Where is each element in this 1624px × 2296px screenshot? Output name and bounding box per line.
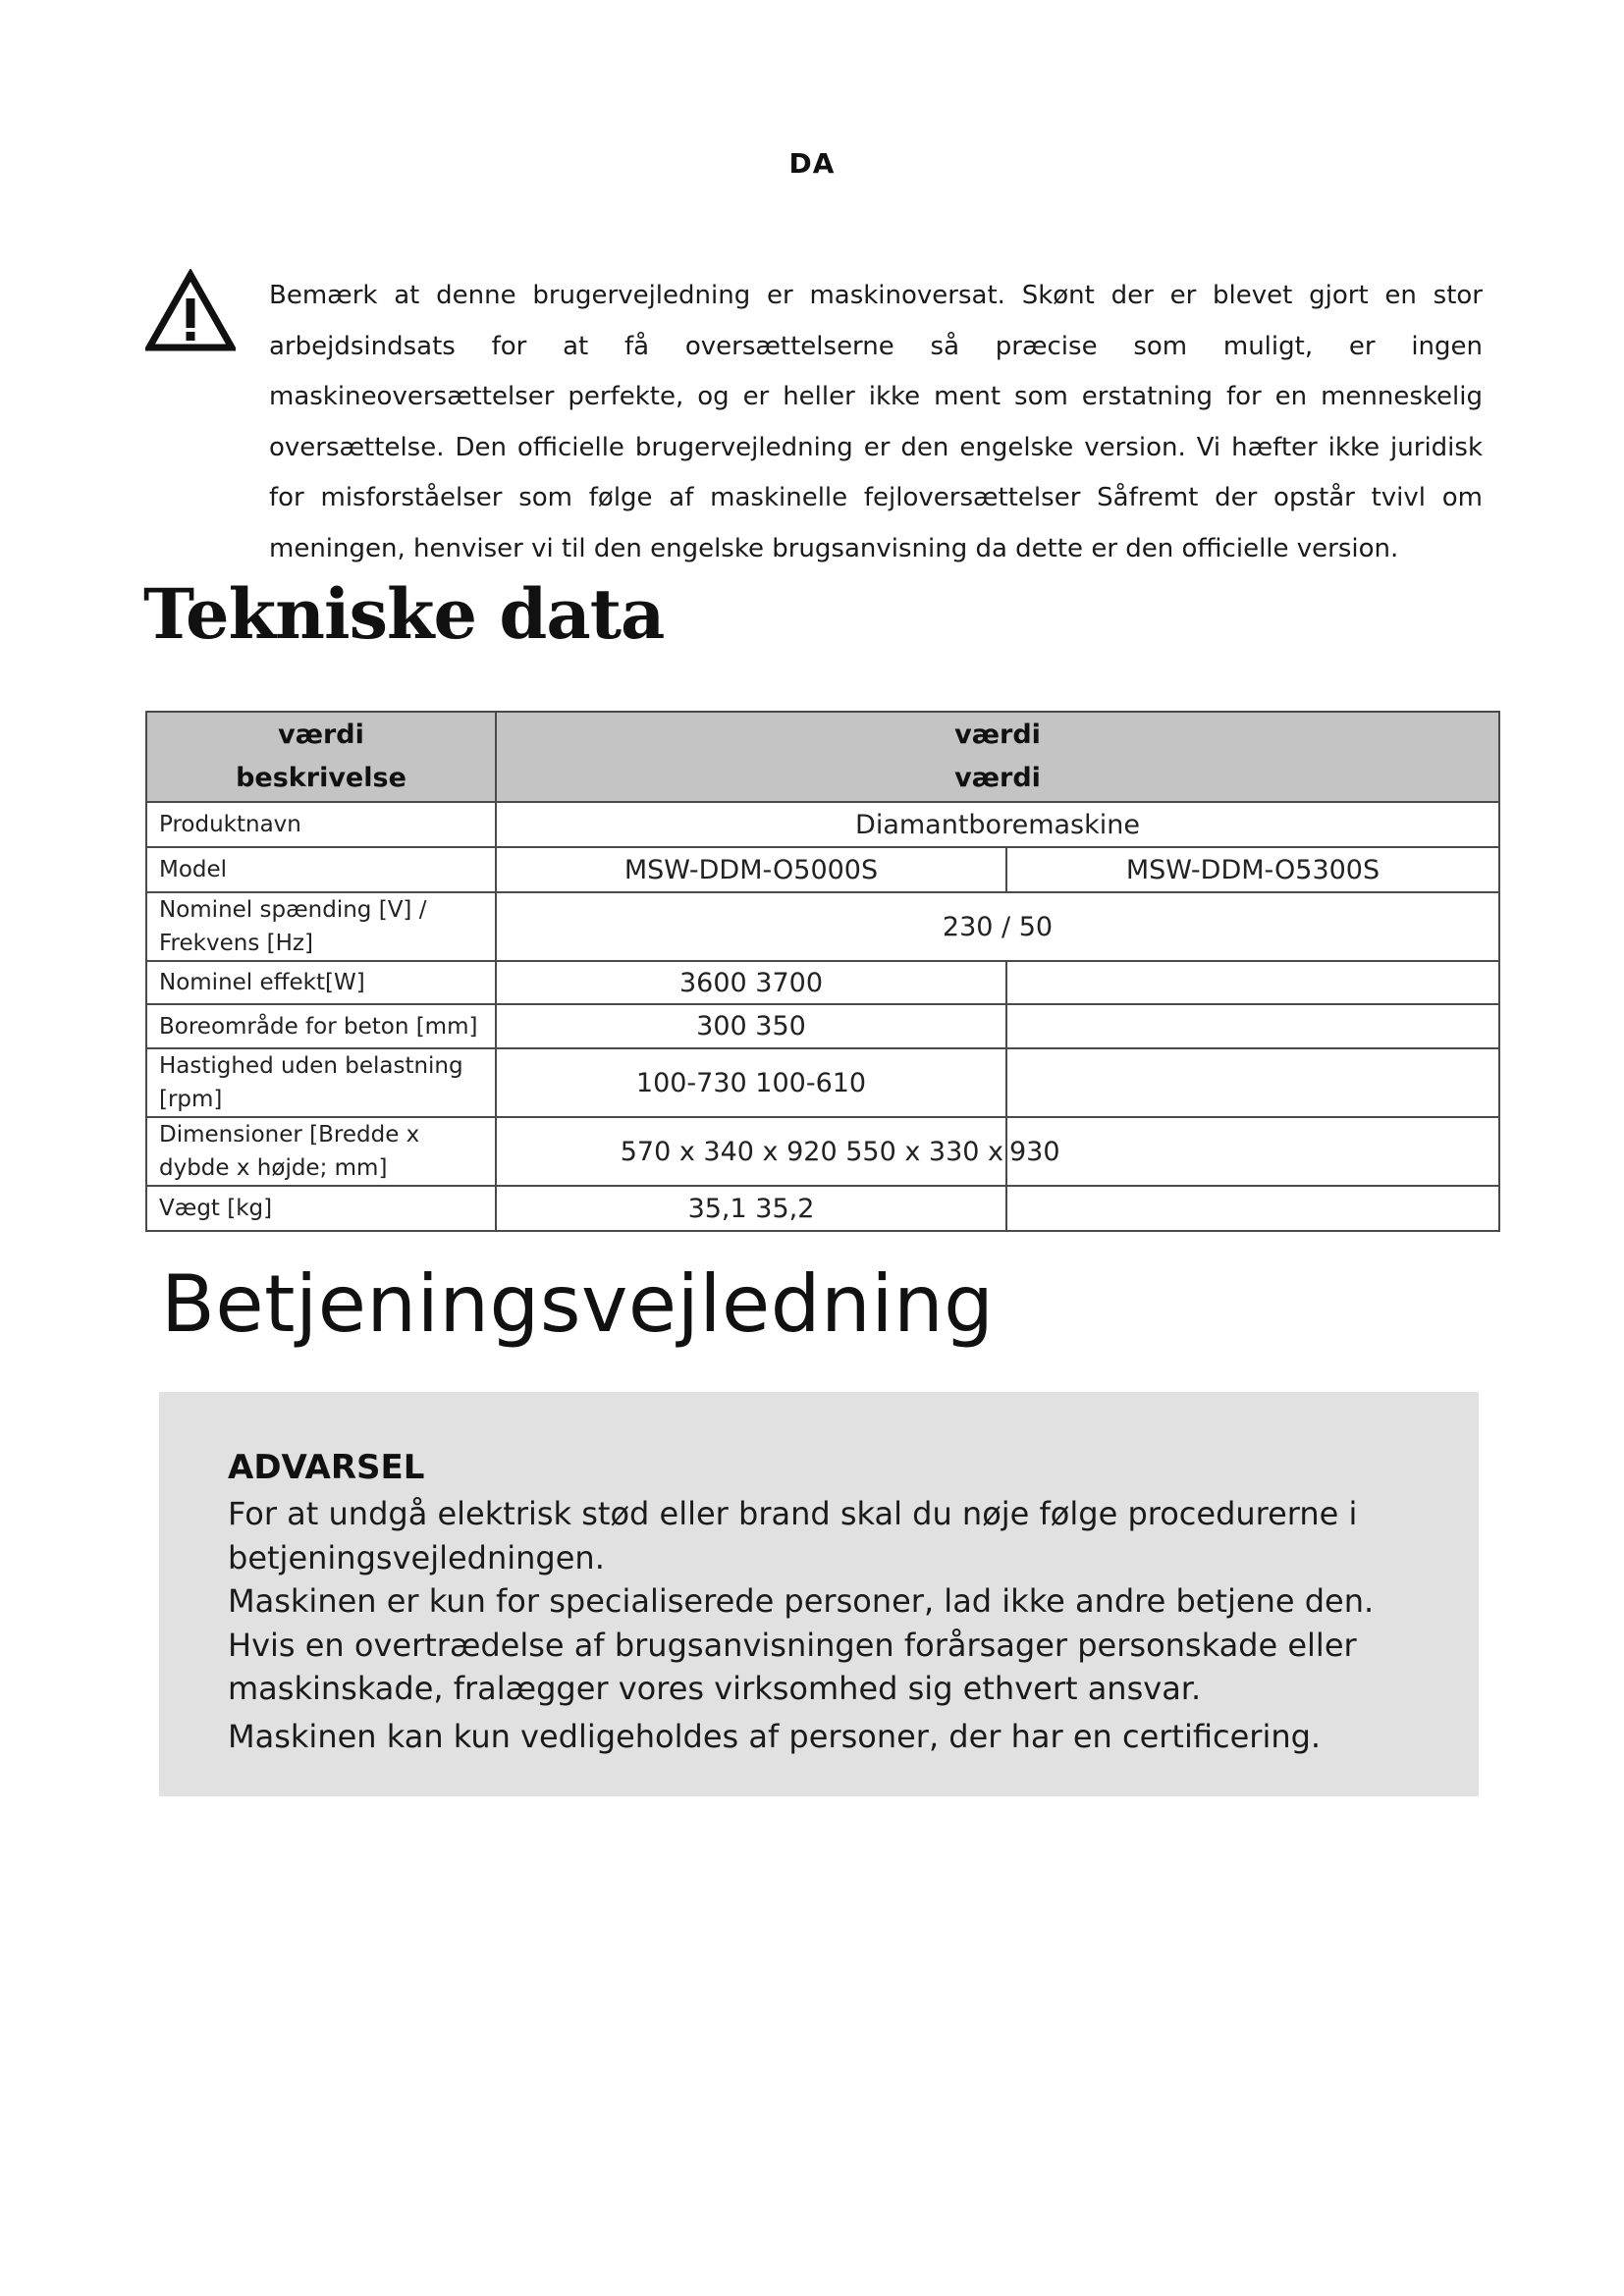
table-row: [146, 847, 1499, 892]
table-header-row: [146, 712, 1499, 802]
row-value-model-b: MSW-DDM-O5300S: [1006, 847, 1499, 892]
technical-data-heading: Tekniske data: [143, 573, 665, 655]
row-label: Nominel effekt[W]: [146, 961, 496, 1004]
row-label: Model: [146, 847, 496, 892]
table-row: [146, 1186, 1499, 1231]
row-label: Produktnavn: [146, 802, 496, 847]
warning-paragraph: Maskinen kan kun vedligeholdes af personer, der har en certificering.: [228, 1717, 1322, 1755]
operating-instructions-heading: Betjeningsvejledning: [161, 1258, 995, 1350]
header-value-cell: værdi værdi: [496, 712, 1499, 802]
table-row: [146, 961, 1499, 1004]
warning-heading: ADVARSEL: [228, 1448, 425, 1487]
row-value-a: 570 x 340 x 920 550 x 330 x: [496, 1117, 1006, 1186]
technical-data-table: [145, 711, 1500, 1232]
row-value-a: 35,1 35,2: [496, 1186, 1006, 1231]
table-row: [146, 1117, 1499, 1186]
row-value: 230 / 50: [496, 892, 1499, 961]
row-label: Dimensioner [Bredde x dybde x højde; mm]: [146, 1117, 496, 1186]
row-value-b: 930: [1006, 1117, 1499, 1186]
row-label: Boreområde for beton [mm]: [146, 1004, 496, 1048]
row-value-model-a: MSW-DDM-O5000S: [496, 847, 1006, 892]
language-code: DA: [788, 147, 836, 180]
table-row: [146, 892, 1499, 961]
warning-paragraph: Maskinen er kun for specialiserede personer, lad ikke andre betjene den. Hvis en overtrædelse af brugsanvisningen forårsager personskade eller maskinskade, fralægger vores virksomhed sig ethvert ansvar.: [228, 1582, 1375, 1707]
warning-box: [159, 1392, 1479, 1796]
row-value-b: [1006, 1048, 1499, 1117]
row-value-b: [1006, 1004, 1499, 1048]
row-value-b: [1006, 961, 1499, 1004]
row-value-a: 100-730 100-610: [496, 1048, 1006, 1117]
header-description-cell: værdi beskrivelse: [146, 712, 496, 802]
table-row: [146, 1004, 1499, 1048]
row-label: Hastighed uden belastning [rpm]: [146, 1048, 496, 1117]
table-row: [146, 1048, 1499, 1117]
row-value-a: 3600 3700: [496, 961, 1006, 1004]
row-value-b: [1006, 1186, 1499, 1231]
warning-paragraph: For at undgå elektrisk stød eller brand skal du nøje følge procedurerne i betjeningsvejledningen.: [228, 1495, 1358, 1576]
row-value: Diamantboremaskine: [496, 802, 1499, 847]
machine-translation-notice: Bemærk at denne brugervejledning er maskinoversat. Skønt der er blevet gjort en stor arbejdsindsats for at få oversættelserne så præcise som muligt, er ingen maskineoversættelser perfekte, og er heller ikke ment som erstatning for en menneskelig oversættelse. Den officielle brugervejledning er den engelske version. Vi hæfter ikke juridisk for misforståelser som følge af maskinelle fejloversættelser Såfremt der opstår tvivl om meningen, henviser vi til den engelske brugsanvisning da dette er den officielle version.: [269, 281, 1483, 563]
warning-triangle-icon: [145, 269, 236, 351]
row-value-a: 300 350: [496, 1004, 1006, 1048]
table-row: [146, 802, 1499, 847]
row-label: Nominel spænding [V] / Frekvens [Hz]: [146, 892, 496, 961]
row-label: Vægt [kg]: [146, 1186, 496, 1231]
